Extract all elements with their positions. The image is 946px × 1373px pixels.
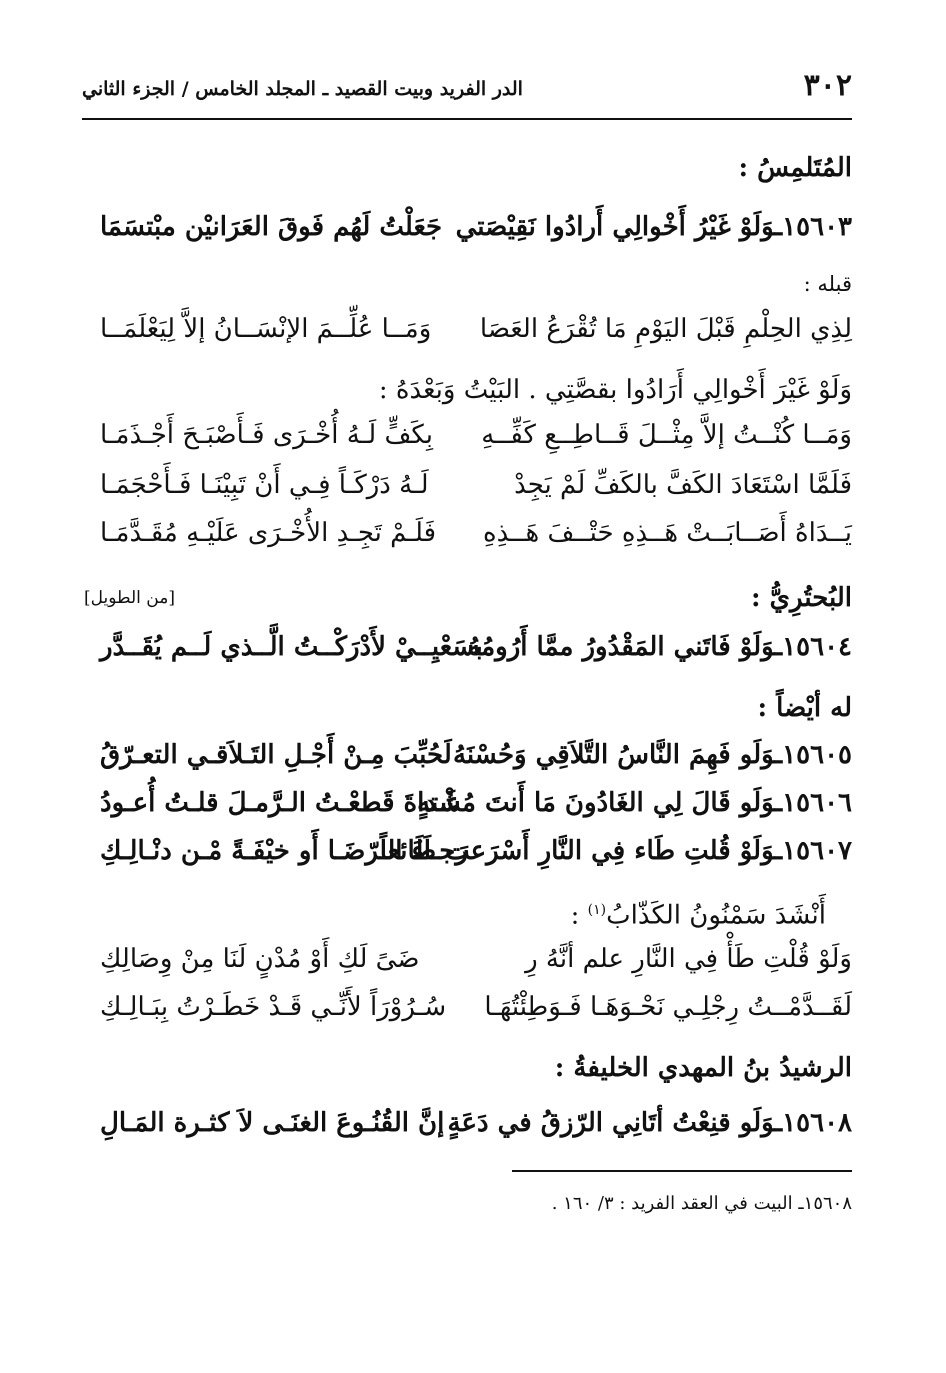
verse-first-hemistich: ١٥٦٠٨ـوَلَو قنِعْتُ أتَانِي الرّزقُ في دَعَةٍ <box>447 1108 852 1138</box>
verse-number: ١٥٦٠٦ـ <box>774 788 852 818</box>
quoted-verse-line <box>100 944 852 988</box>
verse-first-hemistich: ١٥٦٠٣ـوَلَوْ غَيْرُ أَخْوالِي أَرادُوا نَقِيْصَتي <box>455 212 852 242</box>
poet-heading: المُتَلمِسُ : <box>738 153 852 183</box>
verse-line <box>100 788 852 832</box>
verse-second-hemistich: رَجـاَءَ الـرّضَـا أَو خيْفَـةً مْـن دنْـالِـكِ <box>100 836 468 866</box>
verse-first-hemistich: فَلَمَّا اسْتَعَادَ الكَفَّ بالكَفِّ لَمْ يَجِدْ <box>514 470 852 500</box>
verse-line <box>100 836 852 880</box>
meter-label: [من الطويل] <box>84 588 175 608</box>
verse-line <box>100 1108 852 1152</box>
quoted-verse-line <box>100 420 852 464</box>
verse-first-hemistich: لِذِي الحِلْمِ قَبْلَ اليَوْمِ مَا تُقْرَعُ العَصَا <box>479 314 852 344</box>
verse-second-hemistich: وَمَــا عُلِّــمَ الإنْسَــانُ إلاَّ لِيَعْلَمَــا <box>100 314 432 344</box>
verse-number: ١٥٦٠٣ـ <box>774 212 852 242</box>
verse-line <box>100 212 852 256</box>
quoted-verse-line <box>100 314 852 358</box>
footnote-divider <box>512 1170 852 1172</box>
verse-second-hemistich: بِكَفٍّ لَـهُ أُخْـرَى فَـأَصْبَـحَ أَجْـذَمَـا <box>100 420 433 450</box>
verse-first-hemistich: وَمَــا كُنْــتُ إلاَّ مِثْــلَ قَــاطِــعِ كَفِّــهِ <box>481 420 852 450</box>
verse-second-hemistich: غَـداةَ قَطعْـتُ الـرَّمـلَ قلـتُ أُعـودُ <box>100 788 460 818</box>
footnote: ١٥٦٠٨ـ البيت في العقد الفريد : ٣/ ١٦٠ . <box>551 1193 852 1214</box>
verse-second-hemistich: بسَعْيِــيْ لأَدْرَكْــتُ الَّــذي لَــم يُقَــدَّر <box>100 632 483 662</box>
page-header <box>82 68 852 120</box>
quoted-verse-line <box>100 470 852 514</box>
verse-number: ١٥٦٠٥ـ <box>774 740 852 770</box>
verse-first-hemistich: يَــدَاهُ أَصَــابَــتْ هَــذِهِ حَتْــفَ هَــذِهِ <box>483 518 852 548</box>
verse-first-hemistich: وَلَوْ قُلْتِ طَأْ فِي النَّارِ علم أنَّهُ رِ <box>525 944 852 974</box>
verse-line <box>100 740 852 784</box>
verse-second-hemistich: لَحُبِّبَ مِـنْ أَجْـلِ التَـلاَقـي التعـرّقُ <box>100 740 452 770</box>
poet-heading: البُحتُرِيُّ : <box>751 583 852 613</box>
verse-second-hemistich: فَلَـمْ تَجِـدِ الأُخْـرَى عَلَيْـهِ مُقَـدَّمَـا <box>100 518 437 548</box>
verse-first-hemistich: ١٥٦٠٧ـوَلَوْ قُلتِ طَاء فِي النَّارِ أَسْرَعت طَائعاً <box>379 836 852 866</box>
verse-second-hemistich: جَعَلْتُ لَهُم فَوقَ العَرَانيْن مبْتسَمَا <box>100 212 443 242</box>
verse-second-hemistich: إنَّ القُنُـوعَ الغنَـى لاَ كثـرة المَـالِ <box>100 1108 445 1138</box>
running-title: الدر الفريد وبيت القصيد ـ المجلد الخامس / الجزء الثاني <box>82 78 523 100</box>
verse-first-hemistich: ١٥٦٠٤ـوَلَوْ فَاتَني المَقْدُورُ ممَّا أَرُومُهُ <box>467 632 852 662</box>
page-number: ٣٠٢ <box>803 68 852 103</box>
footnote-marker: (١) <box>587 902 607 918</box>
poet-heading: الرشيدُ بنُ المهدي الخليفةُ : <box>554 1053 852 1083</box>
quoted-verse-line <box>100 992 852 1036</box>
verse-second-hemistich: لَـهُ دَرْكَـاً فِـي أَنْ تَبِيْنَـا فَـأَحْجَمَـا <box>100 470 429 500</box>
recitation-line: أَنْشَدَ سَمْنُونُ الكَذّابُ$^{(١)}$ : <box>570 900 826 931</box>
verse-first-hemistich: ١٥٦٠٦ـوَلَو قَالَ لِي الغَادُونَ مَا أَنتَ مُشْتهٍ <box>417 788 852 818</box>
verse-line <box>100 632 852 676</box>
quoted-verse-line <box>100 518 852 562</box>
verse-number: ١٥٦٠٧ـ <box>774 836 852 866</box>
verse-first-hemistich: لَقَــدَّمْــتُ رِجْلِـي نَحْـوَهَـا فَـوَطِئْتُهَـا <box>484 992 852 1022</box>
poet-heading: له أيْضاً : <box>757 693 852 723</box>
commentary-label: قبله : <box>803 272 852 296</box>
verse-number: ١٥٦٠٤ـ <box>774 632 852 662</box>
verse-number: ١٥٦٠٨ـ <box>774 1108 852 1138</box>
verse-second-hemistich: سُـرُوْرَاً لأَنِّـي قَـدْ خَطَـرْتُ بِبَـالِـكِ <box>100 992 447 1022</box>
commentary-line: وَلَوْ غَيْرَ أَخْوالِي أَرَادُوا بقصَّتِي . البَيْتُ وَبَعْدَهُ : <box>378 375 852 405</box>
verse-first-hemistich: ١٥٦٠٥ـوَلَو فَهِمَ النَّاسُ التَّلاَقِي وَحُسْنَهُ <box>452 740 852 770</box>
verse-second-hemistich: ضَىً لَكِ أَوْ مُدْنٍ لَنَا مِنْ وِصَالِكِ <box>100 944 420 974</box>
